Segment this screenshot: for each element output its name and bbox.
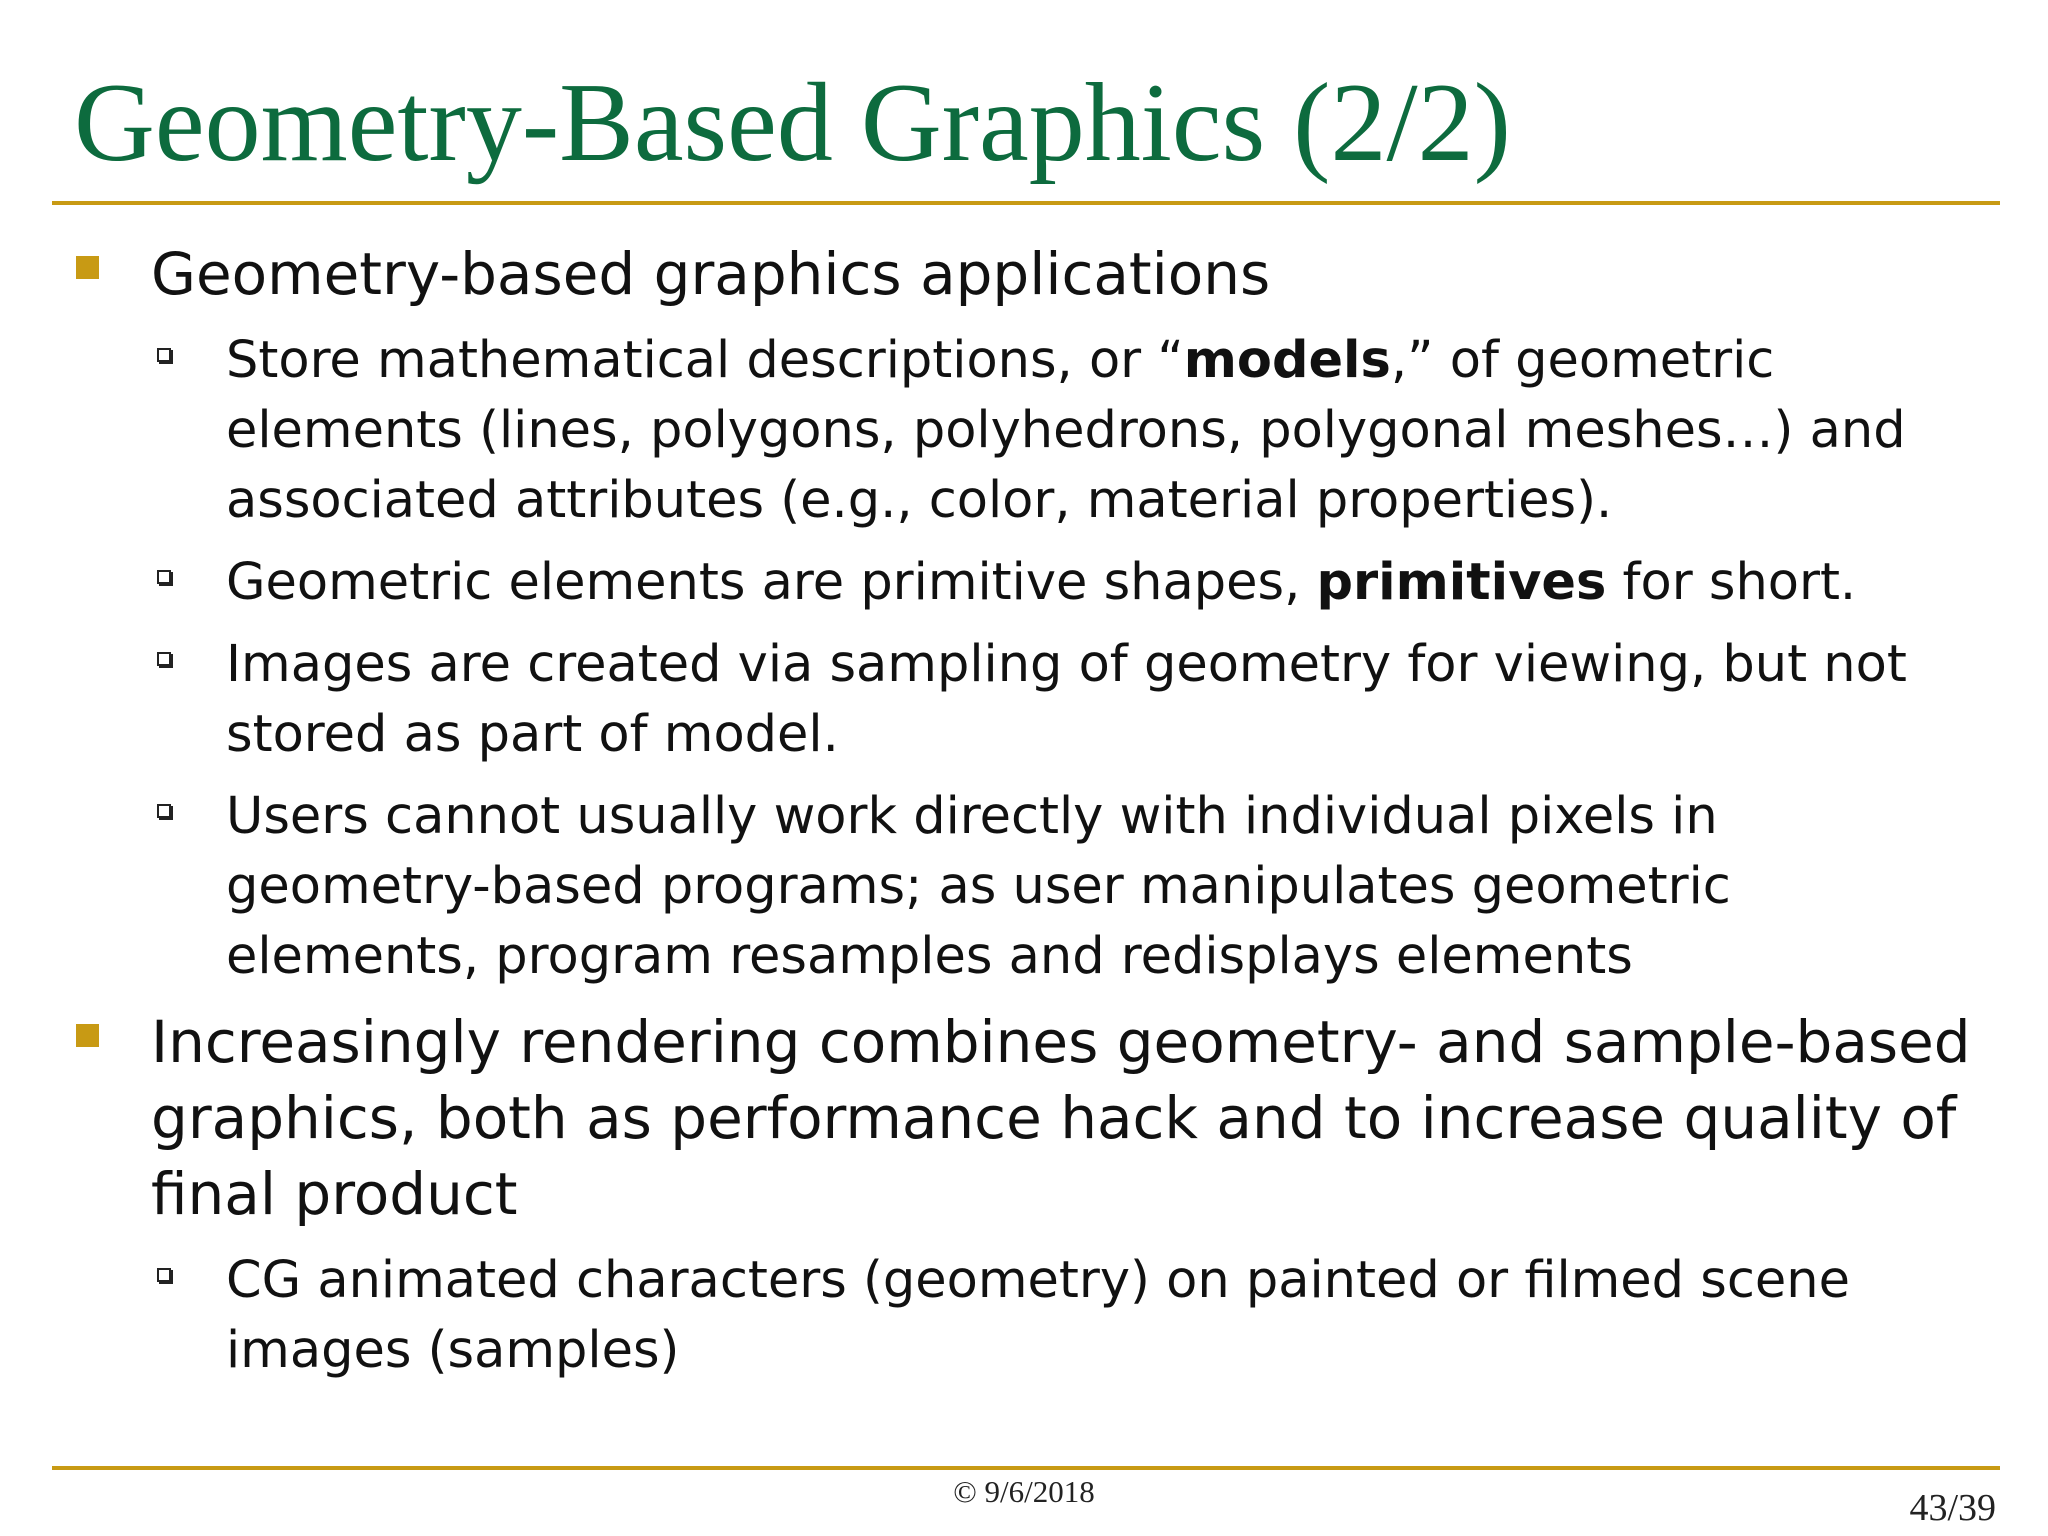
bullet-level1 [0, 1004, 2048, 1232]
footer-date: © 9/6/2018 [953, 1474, 1095, 1509]
square-bullet-icon [76, 256, 99, 279]
bullet-level2 [0, 1246, 2048, 1386]
hollow-square-bullet-icon [157, 348, 171, 362]
bullet-text: Users cannot usually work directly with individual pixels in geometry-based programs; as user manipulates geometric elements, program resamples and redisplays elements [226, 787, 1731, 986]
bullet-text-pre: Store mathematical descriptions, or “ [226, 331, 1184, 390]
page-number: 43/39 [1909, 1487, 1996, 1529]
title-divider [52, 201, 2000, 205]
bullet-text-bold: primitives [1316, 553, 1607, 612]
slide-title: Geometry-Based Graphics (2/2) [74, 61, 1511, 185]
bullet-text: Images are created via sampling of geometry for viewing, but not stored as part of model. [226, 635, 1907, 764]
bullet-text-bold: models [1183, 331, 1391, 390]
bullet-text: Geometry-based graphics applications [151, 240, 1271, 308]
bullet-level2 [0, 326, 2048, 536]
bullet-level2 [0, 630, 2048, 770]
hollow-square-bullet-icon [157, 570, 171, 584]
square-bullet-icon [76, 1024, 99, 1047]
hollow-square-bullet-icon [157, 652, 171, 666]
bullet-text-post: ,” of geometric elements (lines, polygons, polyhedrons, polygonal meshes…) and associated attributes (e.g., color, material properties). [226, 331, 1906, 530]
bullet-text: CG animated characters (geometry) on painted or filmed scene images (samples) [226, 1251, 1850, 1380]
footer-divider [52, 1466, 2000, 1470]
bullet-text-post: for short. [1606, 553, 1857, 612]
bullet-level2 [0, 548, 2048, 618]
bullet-text: Increasingly rendering combines geometry- and sample-based graphics, both as performance hack and to increase quality of final product [151, 1008, 1971, 1228]
hollow-square-bullet-icon [157, 1268, 171, 1282]
slide-body [0, 236, 2048, 1398]
bullet-level1 [0, 236, 2048, 312]
bullet-level2 [0, 782, 2048, 992]
bullet-text-pre: Geometric elements are primitive shapes, [226, 553, 1317, 612]
hollow-square-bullet-icon [157, 804, 171, 818]
